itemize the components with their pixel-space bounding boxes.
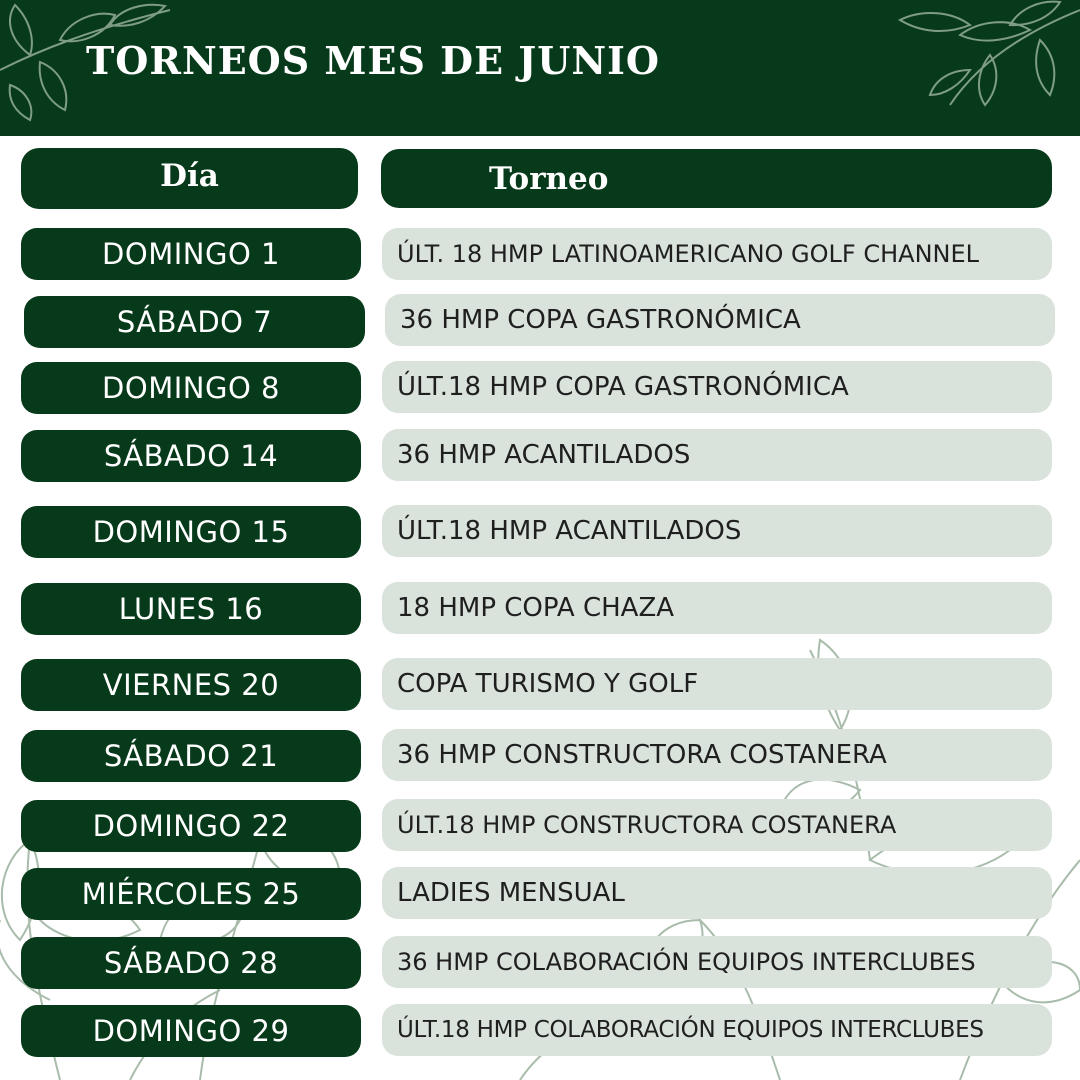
- tournament-cell: LADIES MENSUAL: [382, 867, 1052, 919]
- day-cell: LUNES 16: [21, 583, 361, 635]
- tournament-cell: COPA TURISMO Y GOLF: [382, 658, 1052, 710]
- tournament-cell: 18 HMP COPA CHAZA: [382, 582, 1052, 634]
- day-cell: SÁBADO 28: [21, 937, 361, 989]
- day-cell: DOMINGO 15: [21, 506, 361, 558]
- tournament-header-label: Torneo: [489, 160, 609, 197]
- day-cell: DOMINGO 1: [21, 228, 361, 280]
- leaf-branch-icon: [890, 0, 1080, 110]
- day-header-label: Día: [160, 157, 219, 194]
- tournament-column-header: [381, 149, 1052, 208]
- day-cell: VIERNES 20: [21, 659, 361, 711]
- day-cell: SÁBADO 7: [24, 296, 365, 348]
- day-cell: DOMINGO 29: [21, 1005, 361, 1057]
- tournament-cell: ÚLT.18 HMP COPA GASTRONÓMICA: [382, 361, 1052, 413]
- day-cell: DOMINGO 8: [21, 362, 361, 414]
- tournament-cell: 36 HMP CONSTRUCTORA COSTANERA: [382, 729, 1052, 781]
- header-banner: [0, 0, 1080, 136]
- day-cell: SÁBADO 21: [21, 730, 361, 782]
- tournament-cell: ÚLT.18 HMP CONSTRUCTORA COSTANERA: [382, 799, 1052, 851]
- tournament-cell: 36 HMP COLABORACIÓN EQUIPOS INTERCLUBES: [382, 936, 1052, 988]
- tournament-cell: ÚLT.18 HMP COLABORACIÓN EQUIPOS INTERCLUBES: [382, 1004, 1052, 1056]
- page-title: TORNEOS MES DE JUNIO: [86, 38, 661, 83]
- tournament-cell: 36 HMP COPA GASTRONÓMICA: [385, 294, 1055, 346]
- tournament-cell: ÚLT. 18 HMP LATINOAMERICANO GOLF CHANNEL: [382, 228, 1052, 280]
- day-cell: SÁBADO 14: [21, 430, 361, 482]
- day-column-header: [21, 148, 358, 209]
- day-cell: MIÉRCOLES 25: [21, 868, 361, 920]
- day-cell: DOMINGO 22: [21, 800, 361, 852]
- tournament-cell: 36 HMP ACANTILADOS: [382, 429, 1052, 481]
- tournament-cell: ÚLT.18 HMP ACANTILADOS: [382, 505, 1052, 557]
